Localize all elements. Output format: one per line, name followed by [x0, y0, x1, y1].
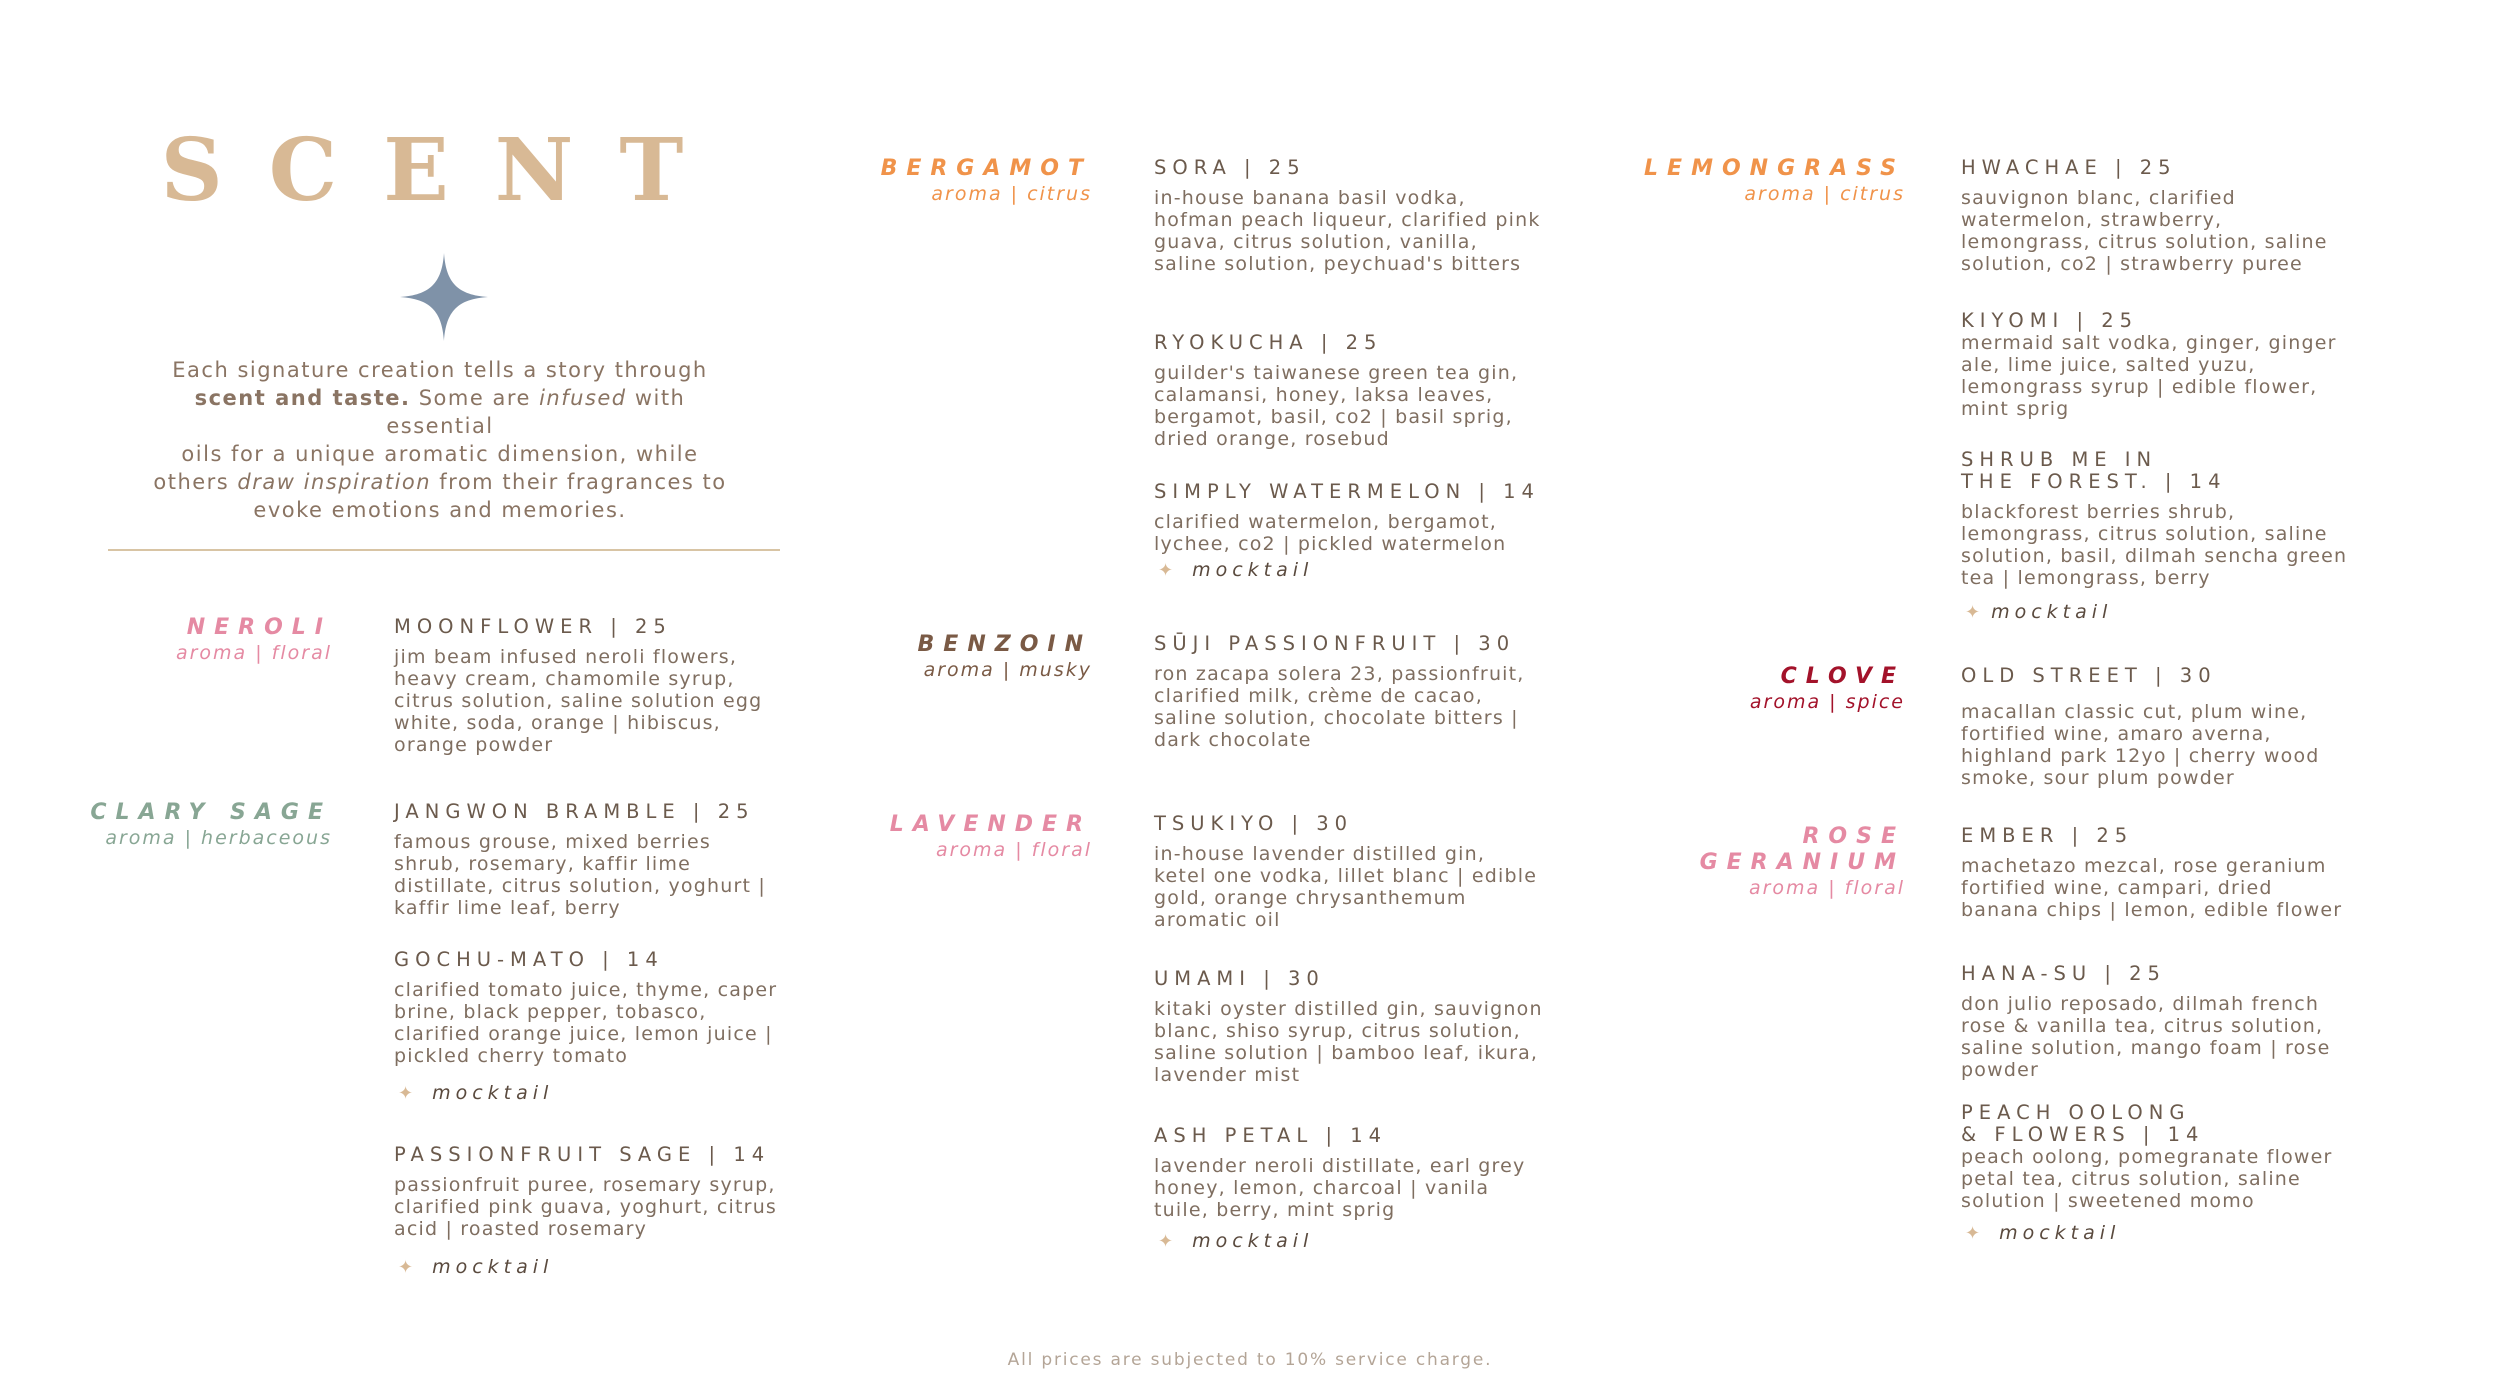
scent-aroma: aroma | citrus: [1744, 183, 1905, 205]
service-charge-note: All prices are subjected to 10% service charge.: [1007, 1350, 1493, 1370]
drink-name: PASSIONFRUIT SAGE | 14: [394, 1143, 771, 1166]
drink-ash-petal: [1154, 1125, 1544, 1221]
scent-benzoin: [860, 632, 1092, 682]
drink-description: peach oolong, pomegranate flower petal tea, citrus solution, saline solution | sweetened momo: [1961, 1146, 2333, 1212]
scent-name: BERGAMOT: [880, 156, 1092, 181]
scent-name: CLOVE: [1780, 664, 1905, 689]
drink-name: SORA | 25: [1154, 156, 1306, 179]
drink-description: in-house banana basil vodka, hofman peach liqueur, clarified pink guava, citrus solution, vanilla, saline solution, peychuad's bitters: [1154, 187, 1541, 275]
drink-name: UMAMI | 30: [1154, 967, 1325, 990]
mocktail-tag: [398, 1082, 553, 1104]
scent-aroma: aroma | floral: [935, 839, 1092, 861]
scent-rose-geranium: [1670, 824, 1905, 900]
drink-suji-passionfruit: [1154, 633, 1544, 751]
scent-name: ROSE GERANIUM: [1699, 824, 1905, 875]
intro-line-5: evoke emotions and memories.: [253, 498, 627, 522]
drink-description: clarified tomato juice, thyme, caper brine, black pepper, tobasco, clarified orange juice, lemon juice | pickled cherry tomato: [394, 979, 778, 1067]
mocktail-tag: [1158, 1230, 1313, 1252]
sparkle-icon: ✦: [1158, 1231, 1179, 1252]
scent-aroma: aroma | spice: [1749, 691, 1905, 713]
drink-description: passionfruit puree, rosemary syrup, clarified pink guava, yoghurt, citrus acid | roasted rosemary: [394, 1174, 778, 1240]
intro-italic: infused: [539, 386, 627, 410]
mocktail-label: mocktail: [1192, 559, 1314, 581]
drink-description: jim beam infused neroli flowers, heavy cream, chamomile syrup, citrus solution, saline solution egg white, soda, orange | hibiscus, orange powder: [394, 646, 763, 756]
drink-name: SIMPLY WATERMELON | 14: [1154, 480, 1540, 503]
drink-name: HANA-SU | 25: [1961, 962, 2166, 985]
drink-hana-su: [1961, 963, 2351, 1081]
sparkle-icon: ✦: [1965, 1223, 1986, 1244]
intro-text: with essential: [386, 386, 686, 438]
mocktail-label: mocktail: [432, 1082, 554, 1104]
drink-old-street: [1961, 665, 2351, 789]
drink-name: HWACHAE | 25: [1961, 156, 2177, 179]
drink-peach-oolong-flowers: [1961, 1102, 2351, 1212]
drink-description: sauvignon blanc, clarified watermelon, strawberry, lemongrass, citrus solution, saline solution, co2 | strawberry puree: [1961, 187, 2328, 275]
drink-name: ASH PETAL | 14: [1154, 1124, 1388, 1147]
intro-text: from their fragrances to: [431, 470, 727, 494]
mocktail-tag: [398, 1256, 553, 1278]
drink-description: in-house lavender distilled gin, ketel one vodka, lillet blanc | edible gold, orange chrysanthemum aromatic oil: [1154, 843, 1538, 931]
scent-name: NEROLI: [186, 615, 332, 640]
menu-title: SCENT: [160, 120, 730, 221]
sparkle-icon: ✦: [1965, 602, 1986, 623]
intro-emphasis: scent and taste.: [194, 386, 411, 410]
mocktail-label: mocktail: [1192, 1230, 1314, 1252]
drink-umami: [1154, 968, 1544, 1086]
scent-name: BENZOIN: [917, 632, 1092, 657]
drink-description: lavender neroli distillate, earl grey honey, lemon, charcoal | vanila tuile, berry, mint sprig: [1154, 1155, 1526, 1221]
mocktail-tag: [1965, 601, 2112, 623]
mocktail-label: mocktail: [1999, 1222, 2121, 1244]
drink-name: JANGWON BRAMBLE | 25: [394, 800, 755, 823]
drink-description: mermaid salt vodka, ginger, ginger ale, lime juice, salted yuzu, lemongrass syrup | edible flower, mint sprig: [1961, 332, 2337, 420]
scent-lemongrass: [1620, 156, 1905, 206]
drink-description: kitaki oyster distilled gin, sauvignon blanc, shiso syrup, citrus solution, saline solution | bamboo leaf, ikura, lavender mist: [1154, 998, 1543, 1086]
drink-jangwon-bramble: [394, 801, 784, 919]
scent-clary-sage: [60, 800, 332, 850]
drink-name: TSUKIYO | 30: [1154, 812, 1354, 835]
drink-description: guilder's taiwanese green tea gin, calamansi, honey, laksa leaves, bergamot, basil, co2 | basil sprig, dried orange, rosebud: [1154, 362, 1519, 450]
drink-ryokucha: [1154, 332, 1544, 450]
sparkle-star-icon: [400, 253, 488, 341]
scent-aroma: aroma | floral: [1748, 877, 1905, 899]
drink-description: ron zacapa solera 23, passionfruit, clarified milk, crème de cacao, saline solution, chocolate bitters | dark chocolate: [1154, 663, 1525, 751]
drink-name: SHRUB ME IN THE FOREST. | 14: [1961, 448, 2227, 493]
scent-aroma: aroma | herbaceous: [105, 827, 332, 849]
sparkle-icon: ✦: [398, 1083, 419, 1104]
drink-name: MOONFLOWER | 25: [394, 615, 672, 638]
divider: [108, 549, 780, 551]
drink-description: blackforest berries shrub, lemongrass, citrus solution, saline solution, basil, dilmah sencha green tea | lemongrass, berry: [1961, 501, 2348, 589]
drink-passionfruit-sage: [394, 1144, 784, 1240]
mocktail-tag: [1965, 1222, 2120, 1244]
scent-neroli: [100, 615, 332, 665]
drink-description: clarified watermelon, bergamot, lychee, co2 | pickled watermelon: [1154, 511, 1507, 555]
drink-tsukiyo: [1154, 813, 1544, 931]
drink-description: machetazo mezcal, rose geranium fortified wine, campari, dried banana chips | lemon, edible flower: [1961, 855, 2343, 921]
intro-line-1: Each signature creation tells a story through: [172, 358, 708, 382]
intro-paragraph: [140, 356, 740, 524]
drink-ember: [1961, 825, 2351, 921]
scent-name: CLARY SAGE: [90, 800, 332, 825]
drink-name: RYOKUCHA | 25: [1154, 331, 1383, 354]
mocktail-label: mocktail: [1991, 601, 2113, 623]
mocktail-label: mocktail: [432, 1256, 554, 1278]
sparkle-icon: ✦: [398, 1257, 419, 1278]
drink-name: SŪJI PASSIONFRUIT | 30: [1154, 632, 1516, 655]
drink-name: OLD STREET | 30: [1961, 664, 2217, 687]
drink-kiyomi: [1961, 310, 2351, 420]
drink-sora: [1154, 157, 1544, 275]
scent-aroma: aroma | musky: [923, 659, 1092, 681]
scent-aroma: aroma | floral: [175, 642, 332, 664]
drink-description: macallan classic cut, plum wine, fortified wine, amaro averna, highland park 12yo | cherry wood smoke, sour plum powder: [1961, 701, 2320, 789]
drink-description: famous grouse, mixed berries shrub, rosemary, kaffir lime distillate, citrus solution, yoghurt | kaffir lime leaf, berry: [394, 831, 766, 919]
scent-name: LEMONGRASS: [1644, 156, 1905, 181]
drink-name: GOCHU-MATO | 14: [394, 948, 664, 971]
intro-text: Some are: [410, 386, 540, 410]
scent-clove: [1670, 664, 1905, 714]
scent-name: LAVENDER: [889, 812, 1092, 837]
sparkle-icon: ✦: [1158, 560, 1179, 581]
scent-aroma: aroma | citrus: [931, 183, 1092, 205]
drink-gochu-mato: [394, 949, 784, 1067]
drink-name: KIYOMI | 25: [1961, 309, 2139, 332]
drink-shrub-me-in-the-forest: [1961, 449, 2351, 589]
scent-bergamot: [860, 156, 1092, 206]
scent-lavender: [860, 812, 1092, 862]
drink-simply-watermelon: [1154, 481, 1574, 555]
drink-description: don julio reposado, dilmah french rose & vanilla tea, citrus solution, saline solution, mango foam | rose powder: [1961, 993, 2331, 1081]
drink-hwachae: [1961, 157, 2351, 275]
intro-italic: draw inspiration: [237, 470, 432, 494]
intro-text: others: [153, 470, 238, 494]
drink-name: PEACH OOLONG & FLOWERS | 14: [1961, 1101, 2205, 1146]
drink-name: EMBER | 25: [1961, 824, 2134, 847]
mocktail-tag: [1158, 559, 1313, 581]
intro-line-3: oils for a unique aromatic dimension, while: [181, 442, 699, 466]
drink-moonflower: [394, 616, 784, 756]
